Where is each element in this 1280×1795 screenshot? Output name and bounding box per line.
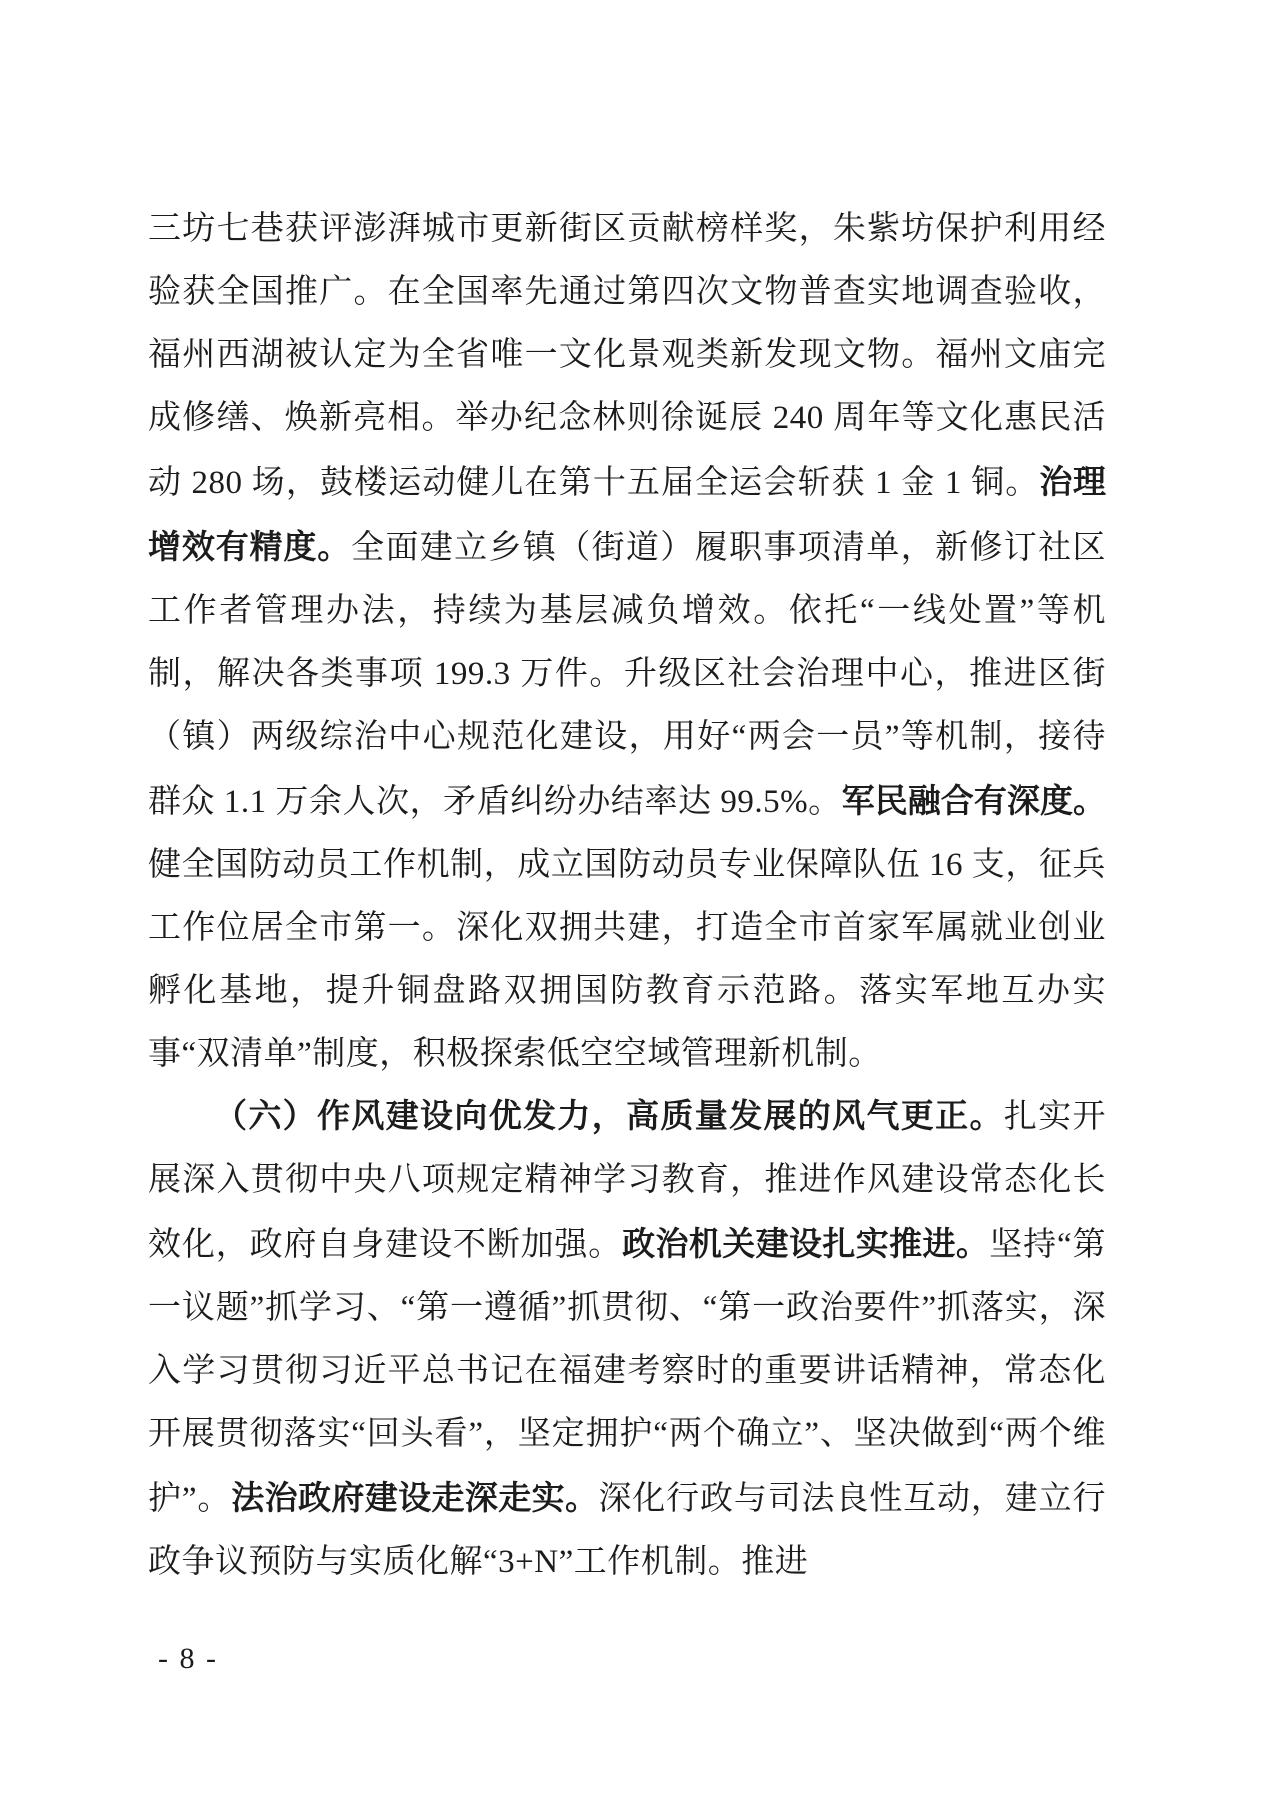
document-body xyxy=(148,198,1106,1594)
text-run: 深化行政与司法良性互动，建立行政争议预防与实质化解“3+N”工作机制。推进 xyxy=(148,1481,1107,1580)
paragraph xyxy=(148,1086,1106,1594)
emphasis-run: 治理增效有精度。 xyxy=(148,463,1107,565)
text-run: 三坊七巷获评澎湃城市更新街区贡献榜样奖，朱紫坊保护利用经验获全国推广。在全国率先通过第四次文物普查实地调查验收，福州西湖被认定为全省唯一文化景观类新发现文物。福州文庙完成修缮、焕新亮相。举办纪念林则徐诞辰 240 周年等文化惠民活动 280 场，鼓楼运动健儿在第十五届全运会斩获 1 金 1 铜。 xyxy=(148,211,1106,501)
text-run: 健全国防动员工作机制，成立国防动员专业保障队伍 16 支，征兵工作位居全市第一。深化双拥共建，打造全市首家军属就业创业孵化基地，提升铜盘路双拥国防教育示范路。落实军地互办实事“双清单”制度，积极探索低空空域管理新机制。 xyxy=(148,847,1106,1072)
text-run: 全面建立乡镇（街道）履职事项清单，新修订社区工作者管理办法，持续为基层减负增效。依托“一线处置”等机制，解决各类事项 199.3 万件。升级区社会治理中心，推进区街（镇）两级综治中心规范化建设，用好“两会一员”等机制，接待群众 1.1 万余人次，矛盾纠纷办结率达 99.5%。 xyxy=(148,530,1107,820)
emphasis-run: 法治政府建设走深走实。 xyxy=(231,1479,599,1516)
emphasis-run: 政治机关建设扎实推进。 xyxy=(622,1225,990,1262)
text-run: 坚持“第一议题”抓学习、“第一遵循”抓贯彻、“第一政治要件”抓落实，深入学习贯彻习近平总书记在福建考察时的重要讲话精神，常态化开展贯彻落实“回头看”，坚定拥护“两个确立”、坚决做到“两个维护”。 xyxy=(148,1227,1107,1517)
page-number: - 8 - xyxy=(158,1642,218,1675)
emphasis-run: （六）作风建设向优发力，高质量发展的风气更正。 xyxy=(214,1099,1004,1135)
text-run: 扎实开展深入贯彻中央八项规定精神学习教育，推进作风建设常态化长效化，政府自身建设不断加强。 xyxy=(148,1099,1107,1263)
emphasis-run: 军民融合有深度。 xyxy=(841,782,1106,819)
paragraph xyxy=(148,198,1106,1086)
